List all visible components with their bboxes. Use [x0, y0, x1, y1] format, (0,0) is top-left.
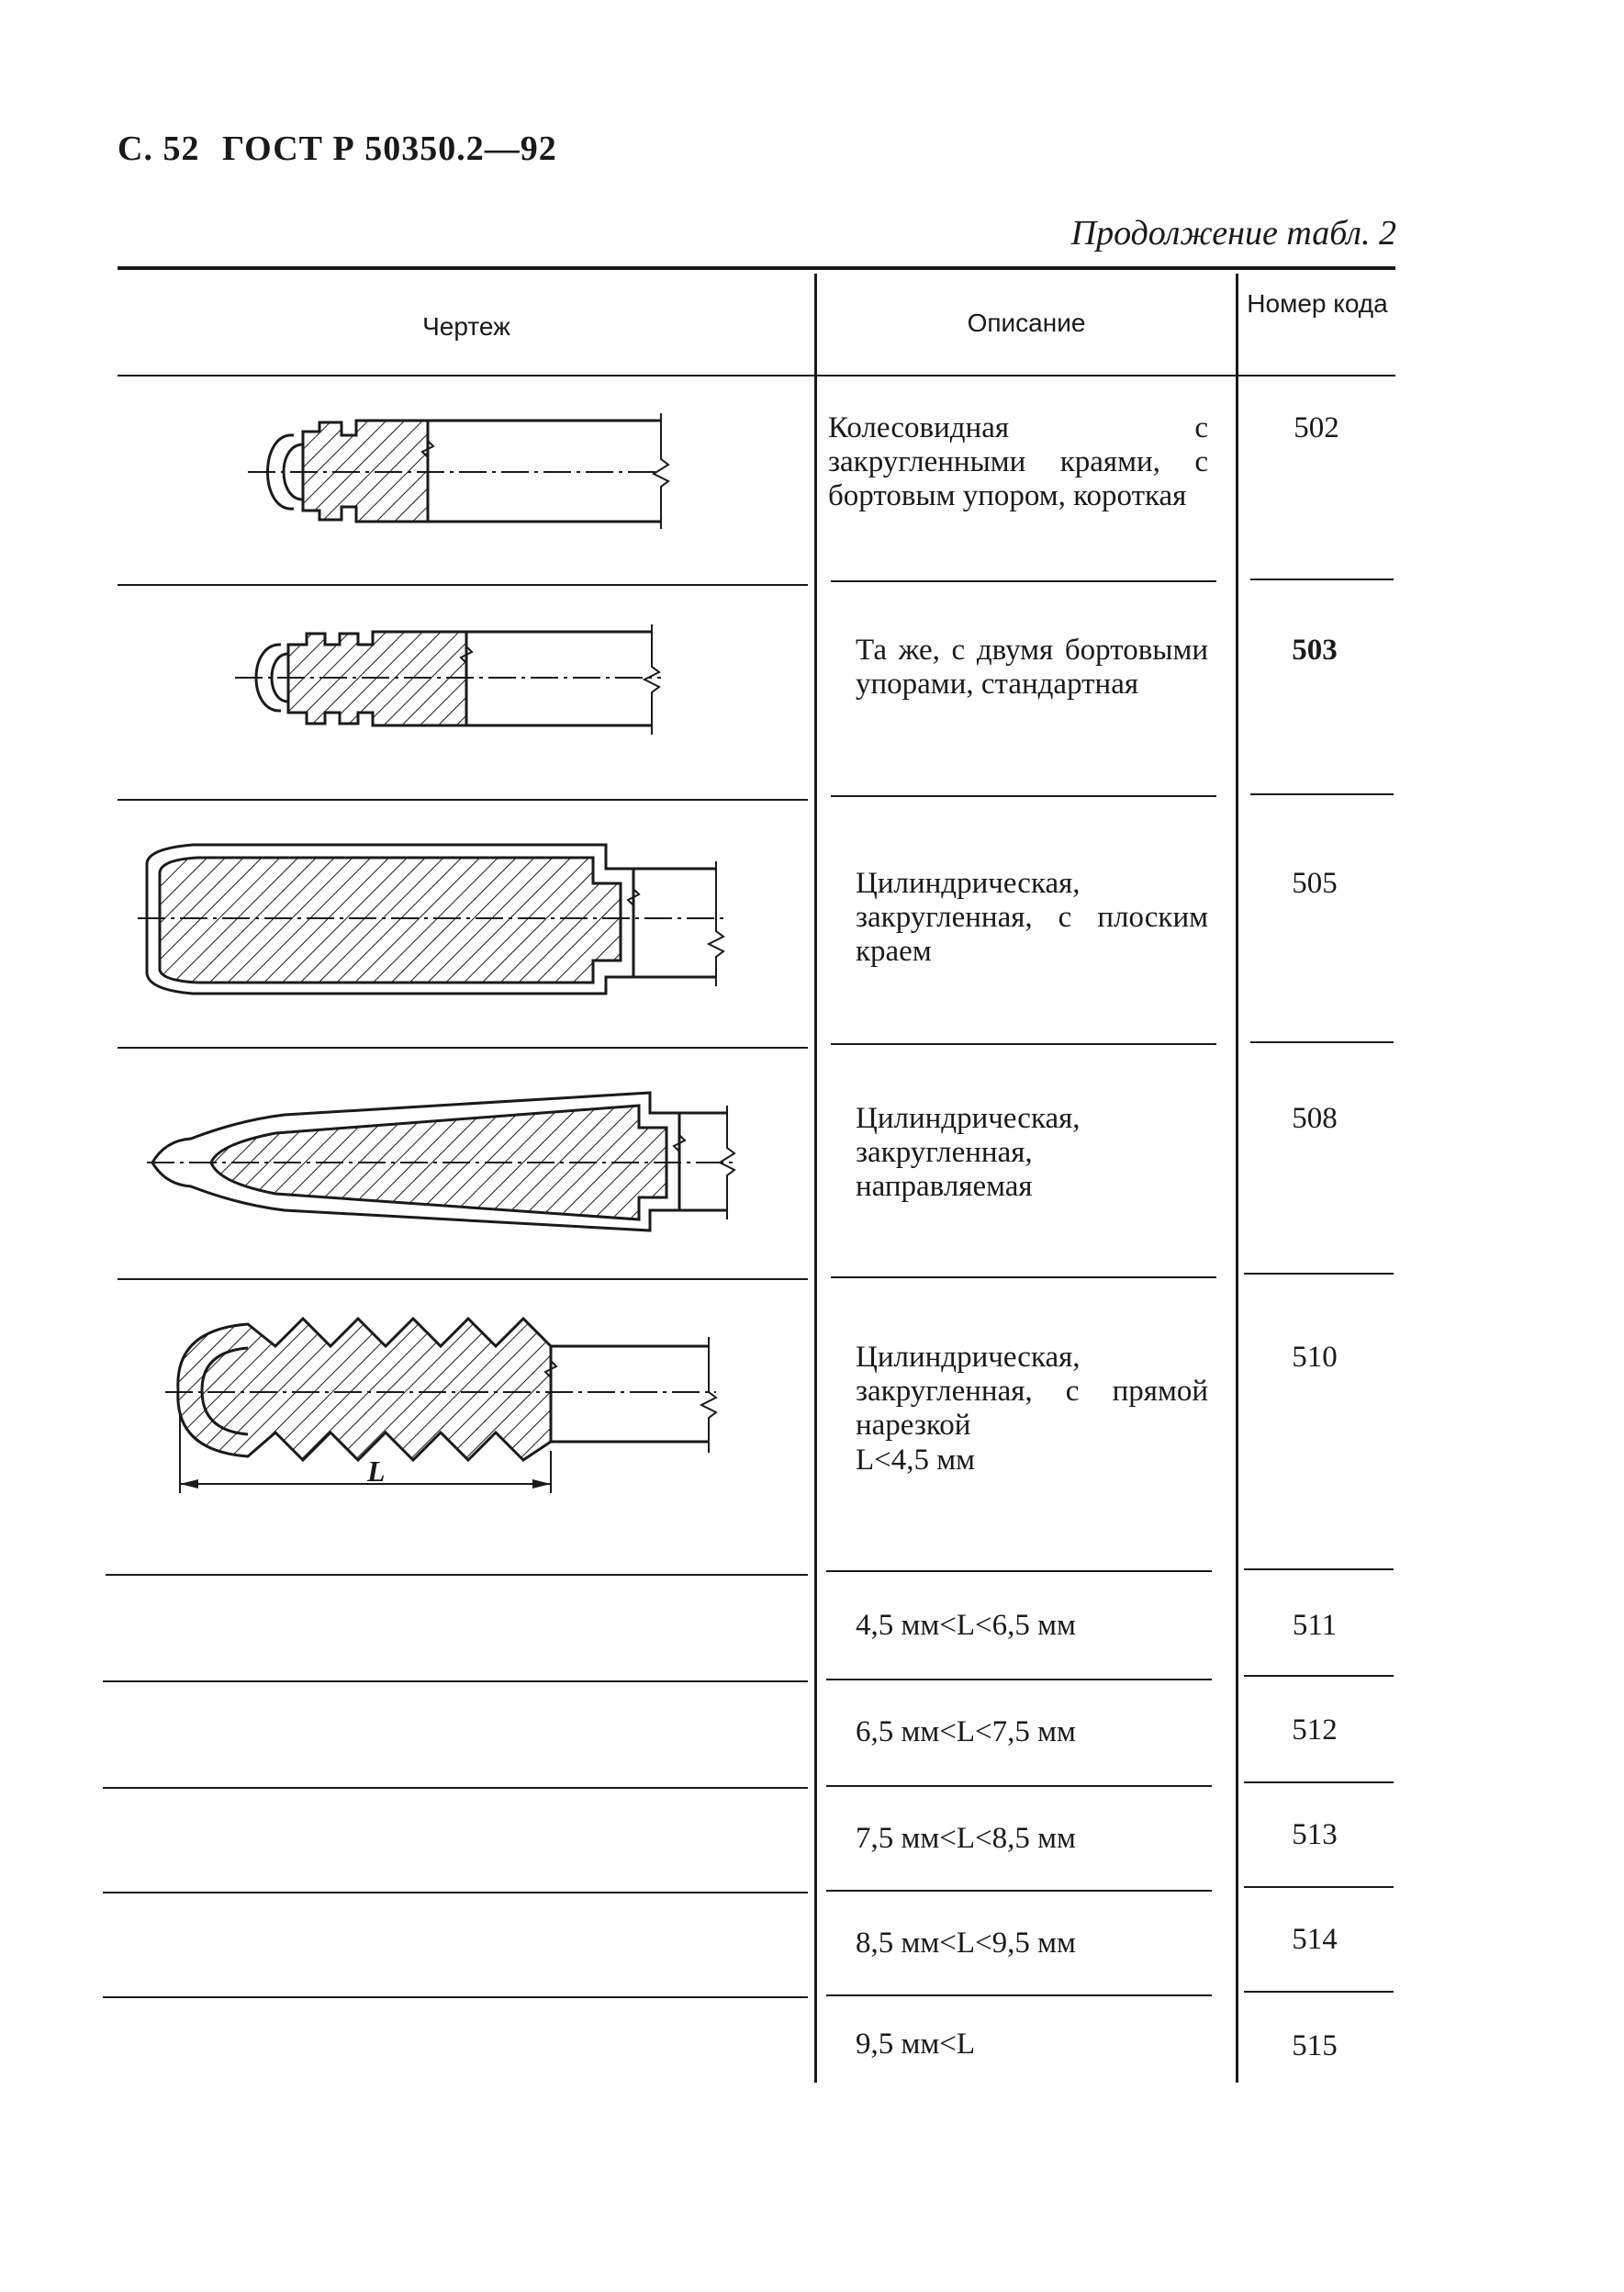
column-divider-right: [1236, 274, 1238, 2083]
code-505: 505: [1292, 867, 1338, 900]
description-503: Та же, с двумя бортовыми упорами, стандартная: [856, 634, 1208, 701]
range-514: 8,5 мм<L<9,5 мм: [856, 1927, 1076, 1960]
range-511: 4,5 мм<L<6,5 мм: [856, 1609, 1076, 1642]
column-divider-left: [814, 274, 817, 2083]
code-503: 503: [1292, 634, 1338, 667]
range-513: 7,5 мм<L<8,5 мм: [856, 1822, 1076, 1855]
page-header: [118, 129, 557, 169]
code-514: 514: [1292, 1923, 1338, 1956]
drawing-502: [239, 404, 679, 542]
table-top-rule: [118, 266, 1395, 270]
range-515: 9,5 мм<L: [856, 2028, 976, 2061]
code-511: 511: [1292, 1609, 1338, 1642]
standard-number: ГОСТ Р 50350.2—92: [221, 129, 557, 168]
code-510: 510: [1292, 1341, 1338, 1374]
code-502: 502: [1294, 411, 1339, 444]
code-512: 512: [1292, 1713, 1338, 1747]
dimension-label-l: L: [367, 1455, 386, 1488]
drawing-510: [165, 1304, 734, 1515]
table-continuation: Продолжение табл. 2: [1070, 214, 1396, 253]
code-515: 515: [1292, 2029, 1338, 2062]
column-header-code: Номер кода: [1247, 289, 1388, 318]
drawing-508: [147, 1084, 753, 1249]
column-header-drawing: Чертеж: [422, 312, 510, 341]
table-header-rule: [118, 375, 1395, 376]
drawing-503: [230, 624, 679, 744]
column-header-description: Описание: [967, 309, 1086, 337]
range-510: L<4,5 мм: [856, 1444, 976, 1477]
code-513: 513: [1292, 1818, 1338, 1851]
drawing-505: [138, 836, 744, 1001]
range-512: 6,5 мм<L<7,5 мм: [856, 1715, 1076, 1748]
description-505: Цилиндрическая, закругленная, с плоским краем: [856, 867, 1208, 968]
description-502: Колесовидная с закругленными краями, с бортовым упором, короткая: [828, 411, 1208, 512]
page-label: С. 52: [118, 129, 200, 168]
description-510: Цилиндрическая, закругленная, с прямой нарезкой: [856, 1341, 1208, 1442]
description-508: Цилиндрическая, закругленная, направляемая: [856, 1102, 1081, 1203]
code-508: 508: [1292, 1102, 1338, 1135]
